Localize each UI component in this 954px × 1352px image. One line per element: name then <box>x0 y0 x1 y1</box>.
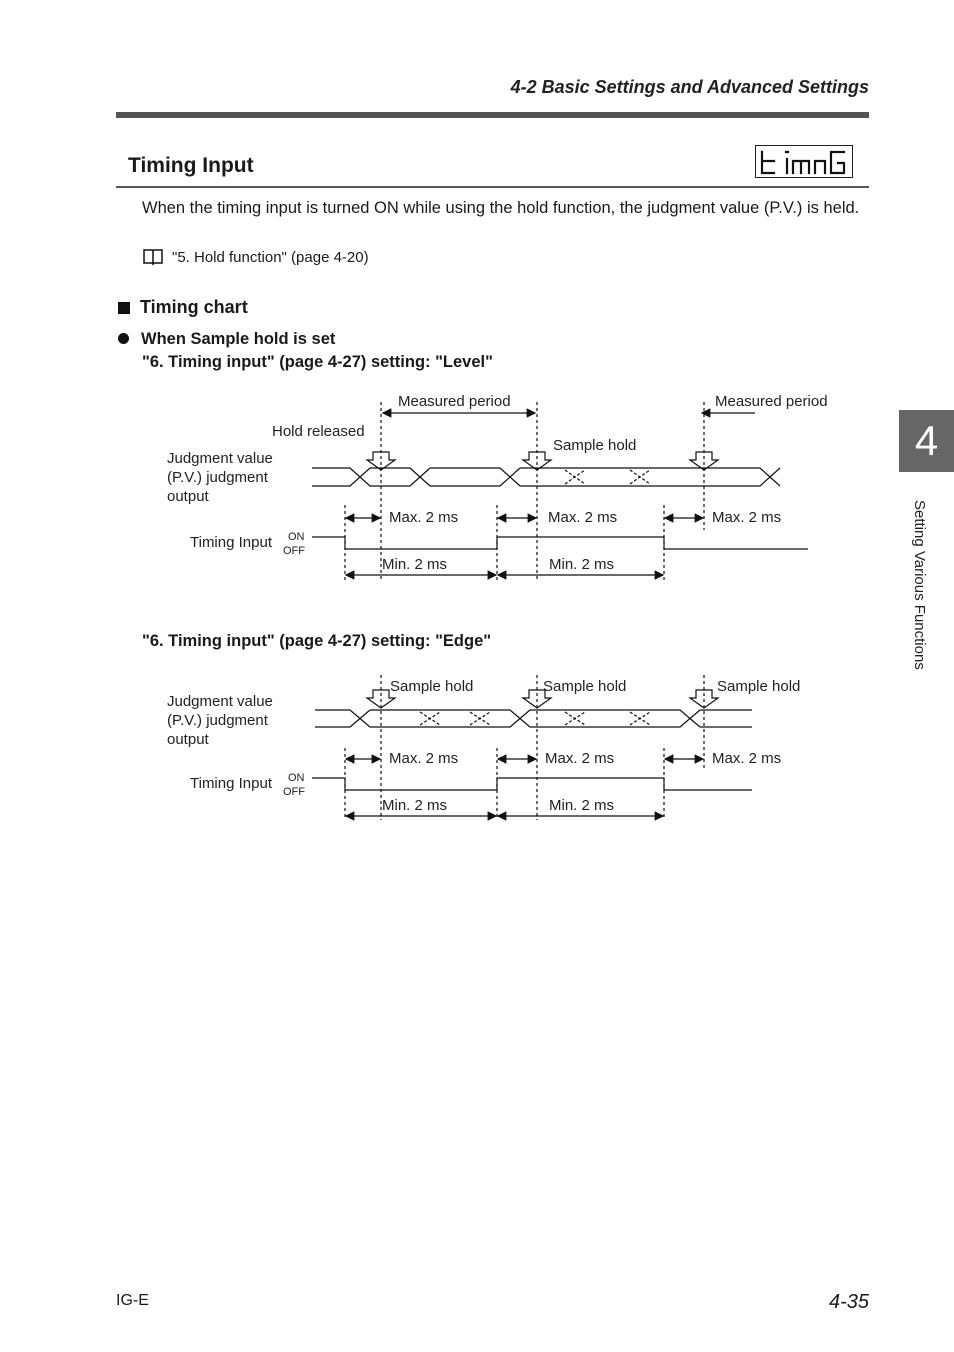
judgment-label-line1: Judgment value <box>167 450 273 467</box>
timing-chart-heading-text: Timing chart <box>140 297 248 317</box>
footer-doc-code: IG-E <box>116 1292 149 1309</box>
page-title: Timing Input <box>128 154 254 177</box>
sample-hold-label-edge-3: Sample hold <box>717 678 801 695</box>
footer-page-number: 4-35 <box>828 1291 869 1313</box>
judgment-label-line3: output <box>167 488 209 505</box>
edge-judgment-label-line1: Judgment value <box>167 693 273 710</box>
edge-min-label-1: Min. 2 ms <box>382 797 448 814</box>
edge-off-label: OFF <box>283 786 305 798</box>
chapter-side-label: Setting Various Functions <box>911 500 928 670</box>
off-label: OFF <box>283 545 305 557</box>
timing-input-label: Timing Input <box>190 534 272 551</box>
bullet-line-1: When Sample hold is set <box>141 330 336 348</box>
bullet-line-2: "6. Timing input" (page 4-27) setting: "Level" <box>142 353 493 371</box>
max-label-1: Max. 2 ms <box>389 509 459 526</box>
sample-hold-label-edge-1: Sample hold <box>390 678 474 695</box>
min-label-2: Min. 2 ms <box>549 556 615 573</box>
sample-hold-label-level: Sample hold <box>553 437 637 454</box>
edge-on-label: ON <box>288 772 305 784</box>
min-label-1: Min. 2 ms <box>382 556 448 573</box>
measured-period-label-2: Measured period <box>715 393 828 410</box>
edge-min-label-2: Min. 2 ms <box>549 797 615 814</box>
max-label-3: Max. 2 ms <box>712 509 782 526</box>
judgment-label-line2: (P.V.) judgment <box>167 469 268 486</box>
hold-released-label: Hold released <box>272 423 365 440</box>
edge-timing-input-label: Timing Input <box>190 775 272 792</box>
edge-heading: "6. Timing input" (page 4-27) setting: "Edge" <box>142 632 492 650</box>
edge-judgment-label-line3: output <box>167 731 209 748</box>
sample-hold-label-edge-2: Sample hold <box>543 678 627 695</box>
edge-max-label-3: Max. 2 ms <box>712 750 782 767</box>
max-label-2: Max. 2 ms <box>548 509 618 526</box>
intro-paragraph: When the timing input is turned ON while using the hold function, the judgment value (P.V.) is held. <box>142 199 860 217</box>
edge-judgment-label-line2: (P.V.) judgment <box>167 712 268 729</box>
on-label: ON <box>288 531 305 543</box>
edge-max-label-2: Max. 2 ms <box>545 750 615 767</box>
measured-period-label-1: Measured period <box>398 393 511 410</box>
chapter-tab: 4 <box>899 410 954 472</box>
edge-max-label-1: Max. 2 ms <box>389 750 459 767</box>
reference-text: "5. Hold function" (page 4-20) <box>172 248 369 266</box>
header-section-title: 4-2 Basic Settings and Advanced Settings <box>510 77 869 97</box>
